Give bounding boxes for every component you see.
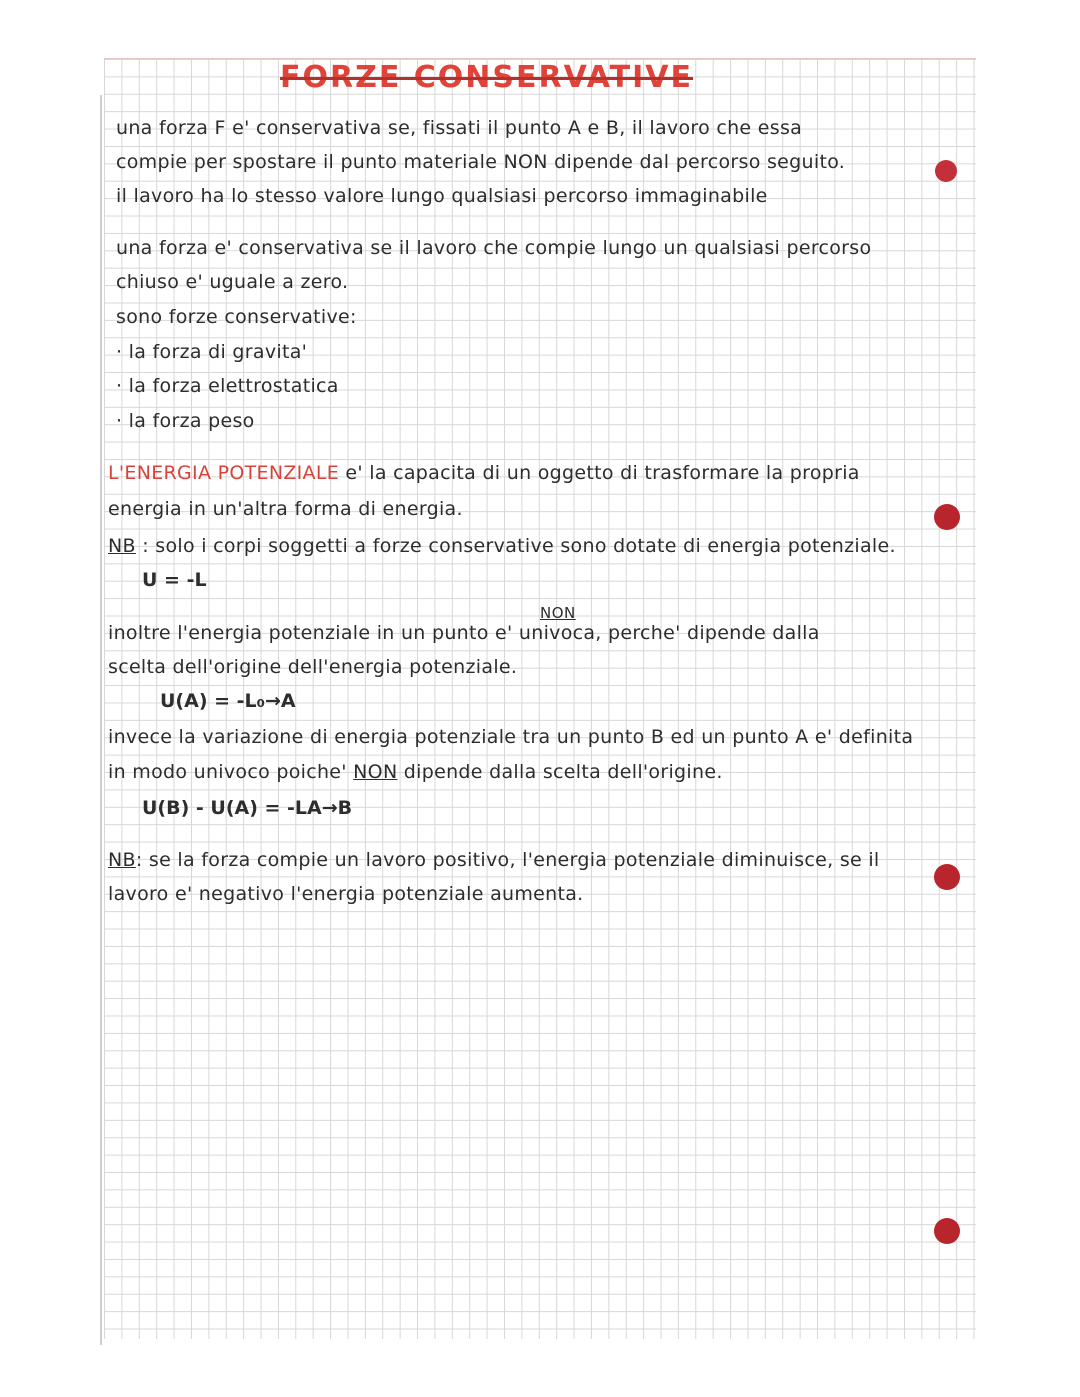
list-item-weight: · la forza peso bbox=[116, 410, 255, 432]
potential-energy-term: L'ENERGIA POTENZIALE bbox=[108, 462, 340, 484]
nb-note-2-line-1 bbox=[108, 848, 880, 872]
potential-energy-line-3: inoltre l'energia potenziale in un punto e' univoca, perche' dipende dalla bbox=[108, 622, 820, 644]
notebook-spine bbox=[100, 95, 102, 1345]
potential-energy-line-5: invece la variazione di energia potenziale tra un punto B ed un punto A e' definita bbox=[108, 726, 914, 748]
potential-energy-line-4: scelta dell'origine dell'energia potenziale. bbox=[108, 656, 518, 678]
nb-note-2-line-2: lavoro e' negativo l'energia potenziale aumenta. bbox=[108, 883, 584, 905]
potential-energy-line-1-rest: e' la capacita di un oggetto di trasformare la propria bbox=[339, 462, 860, 484]
nb-text-2: : se la forza compie un lavoro positivo, l'energia potenziale diminuisce, se il bbox=[135, 849, 880, 871]
nb-note-1 bbox=[108, 534, 896, 558]
nb-label-1: NB bbox=[108, 535, 136, 557]
formula-u-equals-minus-l: U = -L bbox=[142, 569, 207, 591]
list-item-gravity: · la forza di gravita' bbox=[116, 341, 308, 363]
non-annotation: NON bbox=[540, 604, 576, 622]
nb-text-1: : solo i corpi soggetti a forze conservative sono dotate di energia potenziale. bbox=[135, 535, 896, 557]
intro-line-2: compie per spostare il punto materiale NON dipende dal percorso seguito. bbox=[116, 151, 846, 173]
definition-line-1: una forza e' conservativa se il lavoro che compie lungo un qualsiasi percorso bbox=[116, 237, 872, 259]
binder-hole-2 bbox=[934, 504, 960, 530]
line-6-start: in modo univoco poiche' bbox=[108, 761, 354, 783]
formula-u-of-a: U(A) = -L₀→A bbox=[160, 690, 296, 712]
intro-line-1: una forza F e' conservativa se, fissati il punto A e B, il lavoro che essa bbox=[116, 117, 803, 139]
line-6-end: dipende dalla scelta dell'origine. bbox=[397, 761, 723, 783]
intro-line-3: il lavoro ha lo stesso valore lungo qualsiasi percorso immaginabile bbox=[116, 185, 768, 207]
potential-energy-line-2: energia in un'altra forma di energia. bbox=[108, 498, 463, 520]
list-heading: sono forze conservative: bbox=[116, 306, 357, 328]
binder-hole-1 bbox=[935, 160, 957, 182]
line-6-non: NON bbox=[353, 761, 398, 783]
formula-delta-u: U(B) - U(A) = -LA→B bbox=[142, 797, 353, 819]
binder-hole-3 bbox=[934, 864, 960, 890]
list-item-electrostatic: · la forza elettrostatica bbox=[116, 375, 339, 397]
page-title: FORZE CONSERVATIVE bbox=[280, 60, 694, 95]
nb-label-2: NB bbox=[108, 849, 136, 871]
potential-energy-line-6 bbox=[108, 760, 723, 784]
binder-hole-4 bbox=[934, 1218, 960, 1244]
potential-energy-line-1 bbox=[108, 461, 860, 485]
definition-line-2: chiuso e' uguale a zero. bbox=[116, 271, 349, 293]
